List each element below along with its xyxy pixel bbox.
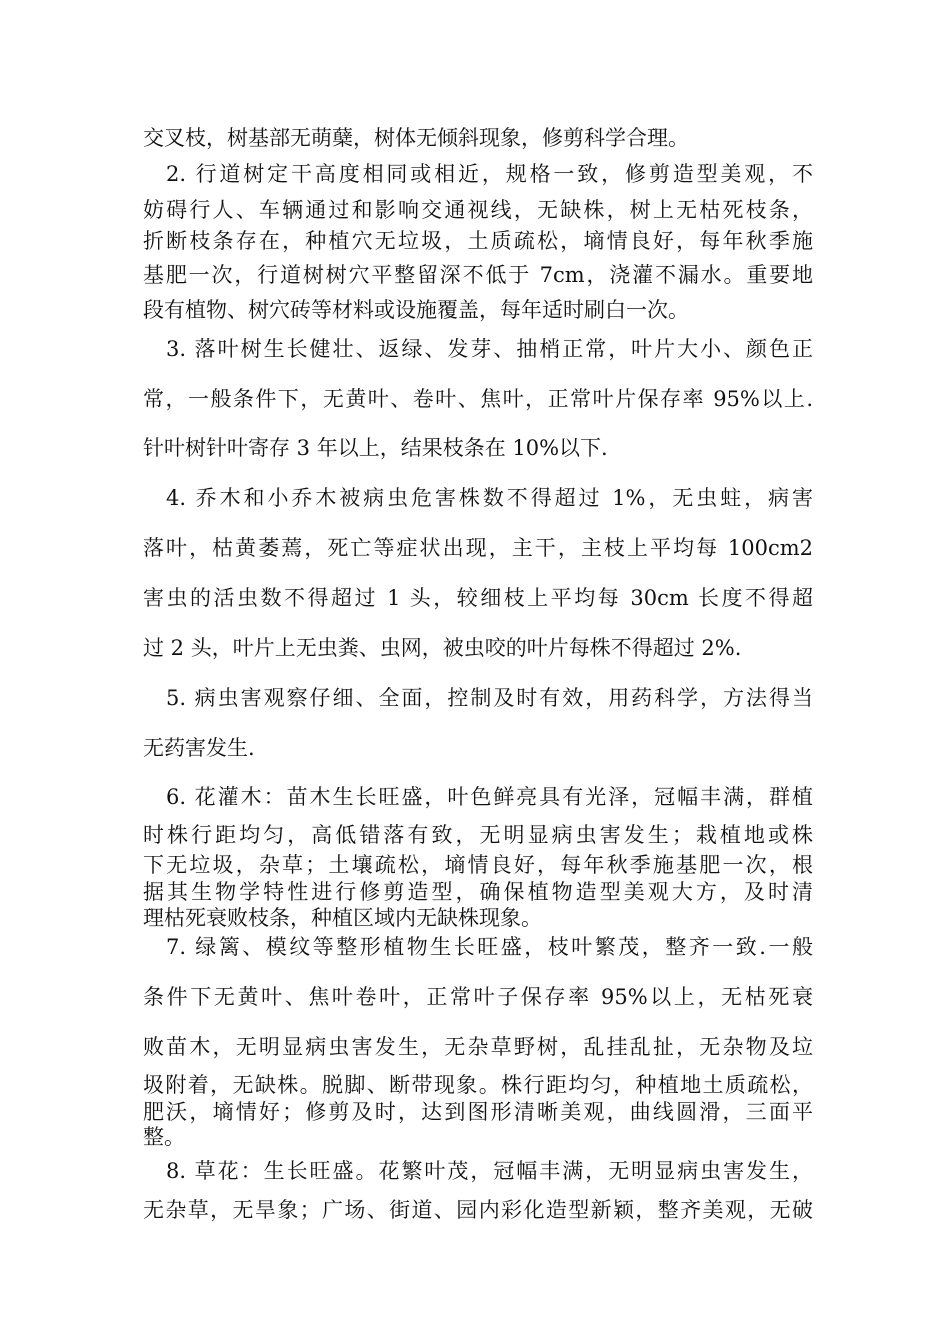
text-line: 过 2 头，叶片上无虫粪、虫网，被虫咬的叶片每株不得超过 2%. — [143, 636, 742, 660]
text-line: 交叉枝，树基部无萌蘖，树体无倾斜现象，修剪科学合理。 — [143, 126, 689, 150]
text-line: 整。 — [143, 1125, 185, 1149]
text-line: 理枯死衰败枝条，种植区域内无缺株现象。 — [143, 906, 542, 930]
text-line: 据其生物学特性进行修剪造型，确保植物造型美观大方，及时清 — [143, 880, 813, 904]
text-line: 圾附着，无缺株。脱脚、断带现象。株行距均匀，种植地土质疏松， — [143, 1073, 813, 1097]
paragraph-5-line: 5. 病虫害观察仔细、全面，控制及时有效，用药科学，方法得当 — [166, 686, 813, 710]
text-line: 常，一般条件下，无黄叶、卷叶、焦叶，正常叶片保存率 95%以上. — [143, 387, 813, 411]
text-line: 时株行距均匀，高低错落有致，无明显病虫害发生；栽植地或株 — [143, 823, 813, 847]
paragraph-8-line: 8. 草花：生长旺盛。花繁叶茂，冠幅丰满，无明显病虫害发生， — [166, 1159, 813, 1183]
text-line: 肥沃，墒情好；修剪及时，达到图形清晰美观，曲线圆滑，三面平 — [143, 1100, 813, 1124]
text-line: 段有植物、树穴砖等材料或设施覆盖，每年适时刷白一次。 — [143, 298, 689, 322]
paragraph-4-line: 4. 乔木和小乔木被病虫危害株数不得超过 1%，无虫蛀，病害 — [166, 486, 813, 510]
text-line: 折断枝条存在，种植穴无垃圾，土质疏松，墒情良好，每年秋季施 — [143, 229, 813, 253]
text-line: 无药害发生. — [143, 736, 255, 760]
text-line: 害虫的活虫数不得超过 1 头，较细枝上平均每 30cm 长度不得超 — [143, 586, 813, 610]
text-line: 妨碍行人、车辆通过和影响交通视线，无缺株，树上无枯死枝条， — [143, 198, 813, 222]
paragraph-3-line: 3. 落叶树生长健壮、返绿、发芽、抽梢正常，叶片大小、颜色正 — [166, 337, 813, 361]
paragraph-7-line: 7. 绿篱、模纹等整形植物生长旺盛，枝叶繁茂，整齐一致.一般 — [166, 935, 813, 959]
text-line: 败苗木，无明显病虫害发生，无杂草野树，乱挂乱扯，无杂物及垃 — [143, 1035, 813, 1059]
text-line: 无杂草，无旱象；广场、街道、园内彩化造型新颖，整齐美观，无破 — [143, 1198, 813, 1222]
paragraph-6-line: 6. 花灌木：苗木生长旺盛，叶色鲜亮具有光泽，冠幅丰满，群植 — [166, 785, 813, 809]
paragraph-2-line: 2. 行道树定干高度相同或相近，规格一致，修剪造型美观，不 — [166, 162, 813, 186]
text-line: 针叶树针叶寄存 3 年以上，结果枝条在 10%以下. — [143, 436, 608, 460]
text-line: 条件下无黄叶、焦叶卷叶，正常叶子保存率 95%以上，无枯死衰 — [143, 985, 813, 1009]
text-line: 基肥一次，行道树树穴平整留深不低于 7cm，浇灌不漏水。重要地 — [143, 263, 813, 287]
text-line: 落叶，枯黄萎蔫，死亡等症状出现，主干，主枝上平均每 100cm2 — [143, 536, 813, 560]
text-line: 下无垃圾，杂草；土壤疏松，墒情良好，每年秋季施基肥一次，根 — [143, 853, 813, 877]
